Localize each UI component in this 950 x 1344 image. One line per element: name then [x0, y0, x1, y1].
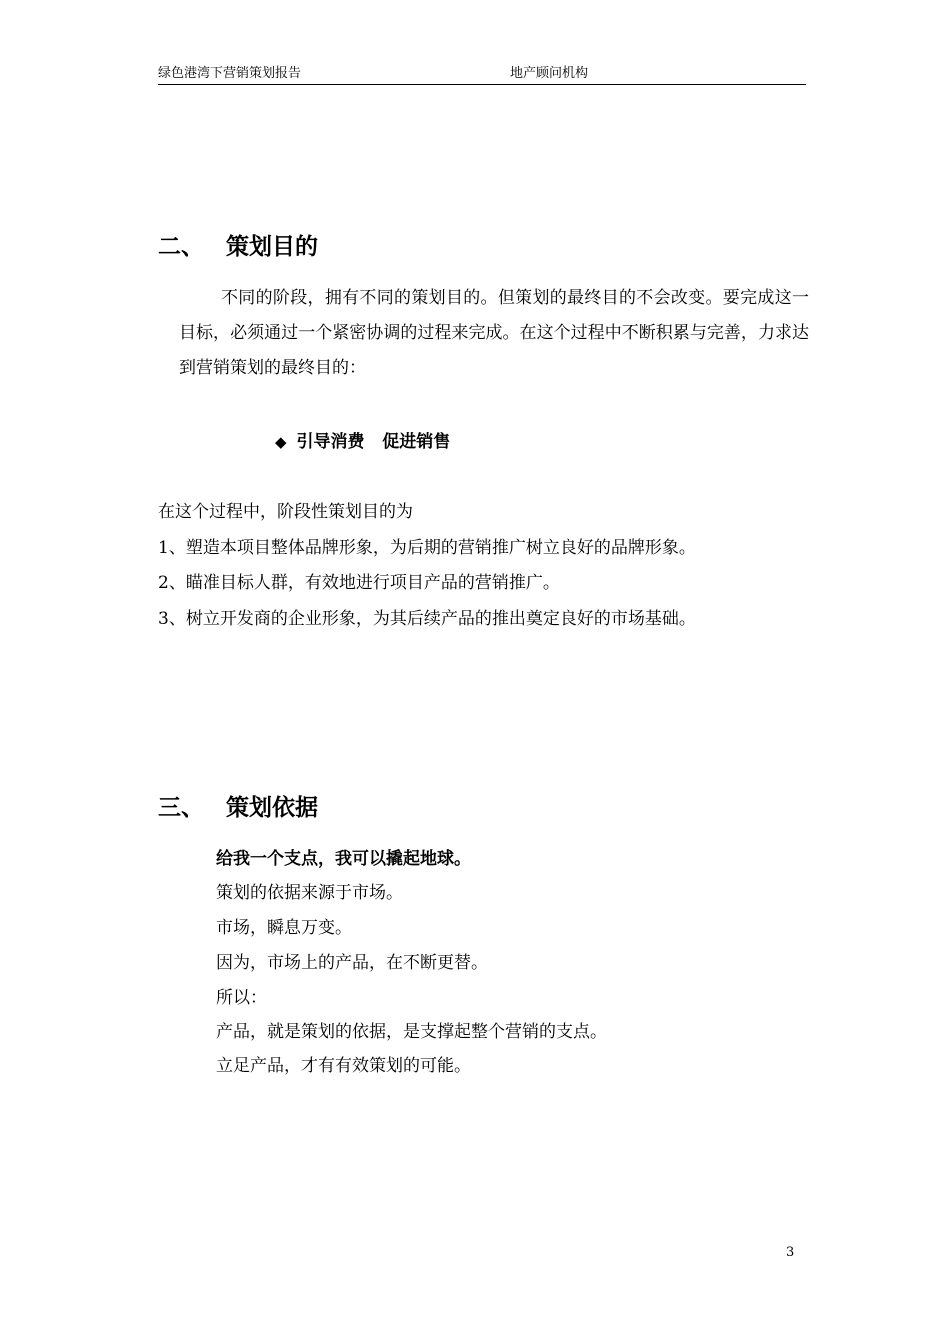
section-3-line: 策划的依据来源于市场。 [216, 883, 403, 903]
section-2-title: 策划目的 [226, 234, 318, 260]
page-number: 3 [786, 1245, 795, 1260]
section-3-line: 所以： [216, 988, 267, 1008]
section-3-title: 策划依据 [226, 795, 318, 821]
section-3-line: 因为，市场上的产品，在不断更替。 [216, 953, 488, 973]
section-2-number: 二、 [158, 234, 204, 260]
section-2-paragraph: 不同的阶段，拥有不同的策划目的。但策划的最终目的不会改变。要完成这一目标，必须通过一个紧密协调的过程来完成。在这个过程中不断积累与完善，力求达到营销策划的最终目的： [179, 288, 809, 378]
section-3-number: 三、 [158, 795, 204, 821]
list-item: 3、树立开发商的企业形象，为其后续产品的推出奠定良好的市场基础。 [158, 609, 696, 629]
section-3-lead: 给我一个支点，我可以撬起地球。 [216, 849, 471, 869]
section-3-line: 市场，瞬息万变。 [216, 918, 352, 938]
page-header [158, 64, 806, 85]
section-3-line: 产品，就是策划的依据，是支撑起整个营销的支点。 [216, 1022, 607, 1042]
section-3-line: 立足产品，才有有效策划的可能。 [216, 1056, 471, 1076]
header-report-title: 绿色港湾下营销策划报告 [158, 66, 302, 81]
list-item: 1、塑造本项目整体品牌形象，为后期的营销推广树立良好的品牌形象。 [158, 538, 696, 558]
section-2-heading [158, 232, 318, 262]
section-2-bullet [275, 428, 450, 456]
bullet-text: 引导消费 促进销售 [296, 432, 451, 452]
list-item: 2、瞄准目标人群，有效地进行项目产品的营销推广。 [158, 573, 560, 593]
diamond-bullet-icon: ◆ [275, 433, 287, 451]
header-organization: 地产顾问机构 [510, 66, 589, 81]
section-3-heading [158, 793, 318, 823]
section-2-intro: 在这个过程中，阶段性策划目的为 [158, 502, 413, 522]
